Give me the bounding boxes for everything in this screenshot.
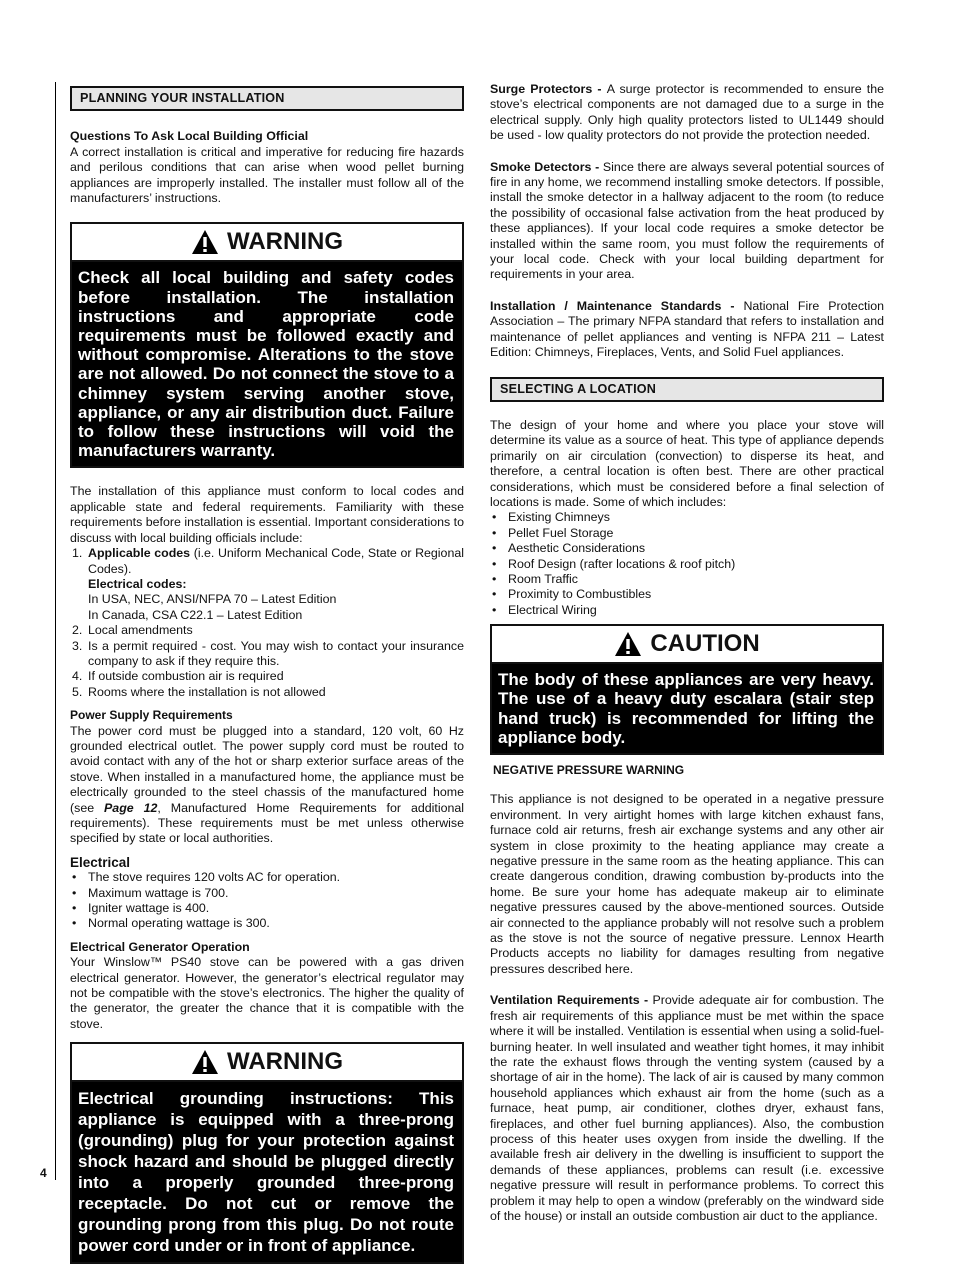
negative-pressure-heading: NEGATIVE PRESSURE WARNING: [493, 763, 685, 777]
left-column: [70, 86, 464, 1264]
standards-label: Installation / Maintenance Standards -: [490, 298, 744, 313]
smoke-detectors-label: Smoke Detectors -: [490, 159, 603, 174]
warning-title: [72, 224, 462, 262]
list-item: • The stove requires 120 volts AC for operation.: [70, 870, 464, 885]
surge-protectors-label: Surge Protectors -: [490, 82, 607, 96]
list-item: • Aesthetic Considerations: [490, 541, 884, 556]
right-column: [490, 82, 884, 1224]
ventilation-label: Ventilation Requirements -: [490, 993, 653, 1008]
surge-protectors-paragraph: Surge Protectors - A surge protector is recommended to ensure the stove’s electrical components are not damaged due to a surge in the electrical supply. Only high quality protectors listed to UL1449 should be used - low quality protectors do not provide the protection needed.: [490, 82, 884, 143]
list-item: • Igniter wattage is 400.: [70, 901, 464, 916]
list-item: 5. Rooms where the installation is not allowed: [72, 684, 326, 699]
warning-title-text: WARNING: [227, 228, 343, 256]
warning-text: Check all local building and safety codes before installation. The installation instructions and appropriate code requirements must be followed exactly and without compromise. Alterations to the stove are not allowed. Do not connect the stove to a chimney system serving another stove, appliance, or any air distribution duct. Failure to follow these instructions will void the manufacturers warranty.: [72, 262, 462, 466]
warning-box-codes: [70, 222, 464, 468]
caution-title: [492, 626, 882, 664]
caution-title-text: CAUTION: [650, 630, 760, 658]
warning-title-text: WARNING: [227, 1048, 343, 1076]
list-item: • Electrical Wiring: [490, 603, 884, 618]
standards-paragraph: Installation / Maintenance Standards - National Fire Protection Association – The primary NFPA standard that refers to installation and maintenance of pellet appliances and venting is NFPA 211 – Latest Edition: Chimneys, Fireplaces, Vents, and Solid Fuel appliances.: [490, 298, 884, 360]
location-heading: SELECTING A LOCATION: [490, 377, 884, 402]
negative-pressure-text: This appliance is not designed to be operated in a negative pressure environment. In very airtight homes with large kitchen exhaust fans, furnace cold air returns, fresh air exchange systems and any other air system in close proximity to the heating appliance may create a negative pressure in the same room as the heating appliance. This can create dangerous condition, drawing combustion by-products into the home. Be sure your home has adequate makeup air to eliminate negative pressures caused by the above-mentioned sources. Outside air connected to the appliance probably will not resolve such a problem as the stove is not the source of negative pressure. Lennox Hearth Products accepts no liability for damages resulting from negative pressures described here.: [490, 792, 884, 976]
applicable-codes-label: Applicable codes: [88, 546, 191, 561]
ventilation-paragraph: Ventilation Requirements - Provide adequate air for combustion. The fresh air requirements of this appliance must be met within the space where it will be installed. Ventilation is essential when using a solid-fuel-burning heater. In well insulated and weather tight homes, it may inhibit the rate the exhaust flows through the venting system (caused by a shortage of air in the home). The lack of air is caused by many common household appliances which exhaust air from the home (such as a furnace, heat pump, air conditioner, clothes dryer, exhaust fans, fireplaces, and other fuel burning appliances). Also, the combustion process of this heater uses oxygen from inside the dwelling. If the available fresh air delivery in the dwelling is insufficient to support the demands of these appliances, problems can result (i.e. excessive negative pressure will result in performance problems. To correct this problem it may help to open a window (preferably on the windward side of the house) or install an outside combustion air duct to the appliance.: [490, 993, 884, 1223]
smoke-detectors-paragraph: Smoke Detectors - Since there are always several potential sources of fire in any home, we recommend installing smoke detectors. If possible, install the smoke detector in a hallway adjacent to the room (to reduce the possibility of occasional false activation from the heat produced by these appliances). If your local code requires a smoke detector be installed within the same room, you must follow the requirements of your local code. Check with your local building department for requirements in your area.: [490, 159, 885, 282]
page-reference: Page 12: [104, 800, 158, 815]
electrical-list: [70, 870, 464, 932]
warning-title: [72, 1044, 462, 1082]
questions-heading: Questions To Ask Local Building Official: [70, 129, 309, 144]
list-item: • Proximity to Combustibles: [490, 587, 884, 602]
warning-triangle-icon: [614, 631, 642, 657]
power-supply-text: The power cord must be plugged into a standard, 120 volt, 60 Hz grounded electrical outlet. The power supply cord must be routed to avoid contact with any of the hot or sharp exterior surface areas of the stove. When installed in a manufactured home, the appliance must be electrically grounded to the steel chassis of the manufactured home (see Page 12, Manufactured Home Requirements for additional requirements). These requirements must be met unless otherwise specified by state or local authorities.: [70, 723, 464, 846]
codes-list: [70, 546, 464, 700]
list-item: • Existing Chimneys: [490, 510, 884, 525]
questions-text: A correct installation is critical and imperative for reducing fire hazards and perilous conditions that can arise when wood pellet burning appliances are improperly installed. The installer must follow all of the manufacturers’ instructions.: [70, 144, 464, 206]
electrical-heading: Electrical: [70, 854, 131, 870]
codes-intro: The installation of this appliance must conform to local codes and applicable state and federal requirements. Familiarity with these requirements before installation is essential. Important considerations to discuss with local building officials include:: [70, 484, 464, 545]
electrical-codes-label: Electrical codes:: [88, 576, 187, 591]
list-item: • Room Traffic: [490, 572, 884, 587]
list-item: • Maximum wattage is 700.: [70, 886, 464, 901]
warning-triangle-icon: [191, 1049, 219, 1075]
list-item: 3. Is a permit required - cost. You may wish to contact your insurance company to ask if they require this.: [72, 638, 464, 668]
page-number: 4: [40, 1166, 47, 1180]
list-item: 4. If outside combustion air is required: [72, 669, 284, 684]
planning-heading: PLANNING YOUR INSTALLATION: [70, 86, 464, 111]
list-item: • Pellet Fuel Storage: [490, 526, 884, 541]
electrical-codes-usa: In USA, NEC, ANSI/NFPA 70 – Latest Edition: [88, 592, 337, 607]
location-text: The design of your home and where you place your stove will determine its value as a source of heat. This type of appliance depends primarily on air circulation (convection) to disperse its heat, and therefore, a central location is often best. There are other practical considerations, which must be considered before a final selection of locations is made. Some of which includes:: [490, 417, 884, 509]
generator-heading: Electrical Generator Operation: [70, 939, 250, 954]
location-list: [490, 510, 884, 618]
warning-text: Electrical grounding instructions: This appliance is equipped with a three-prong (grounding) plug for your protection against shock hazard and should be plugged directly into a properly grounded three-prong receptacle. Do not cut or remove the grounding prong from this plug. Do not route power cord under or in front of appliance.: [72, 1082, 462, 1262]
caution-text: The body of these appliances are very heavy. The use of a heavy duty escalara (stair step hand truck) is recommended for lifting the appliance body.: [492, 664, 882, 753]
list-item: 1. Applicable codes (i.e. Uniform Mechanical Code, State or Regional Codes). Electrical codes: In USA, NEC, ANSI/NFPA 70 – Latest Edition In Canada, CSA C22.1 – Latest Edition: [72, 546, 464, 622]
list-item: • Normal operating wattage is 300.: [70, 916, 464, 931]
caution-box: [490, 624, 884, 755]
list-item: • Roof Design (rafter locations & roof pitch): [490, 557, 884, 572]
warning-triangle-icon: [191, 229, 219, 255]
generator-text: Your Winslow™ PS40 stove can be powered with a gas driven electrical generator. However, the generator’s electrical regulator may not be compatible with the stove’s electronics. The higher the quality of the generator, the greater the chance that it is compatible with the stove.: [70, 955, 464, 1031]
list-item: 2. Local amendments: [72, 623, 193, 638]
power-supply-heading: Power Supply Requirements: [70, 708, 233, 723]
electrical-codes-canada: In Canada, CSA C22.1 – Latest Edition: [88, 607, 303, 622]
warning-box-grounding: [70, 1042, 464, 1264]
margin-rule: [55, 82, 56, 1180]
